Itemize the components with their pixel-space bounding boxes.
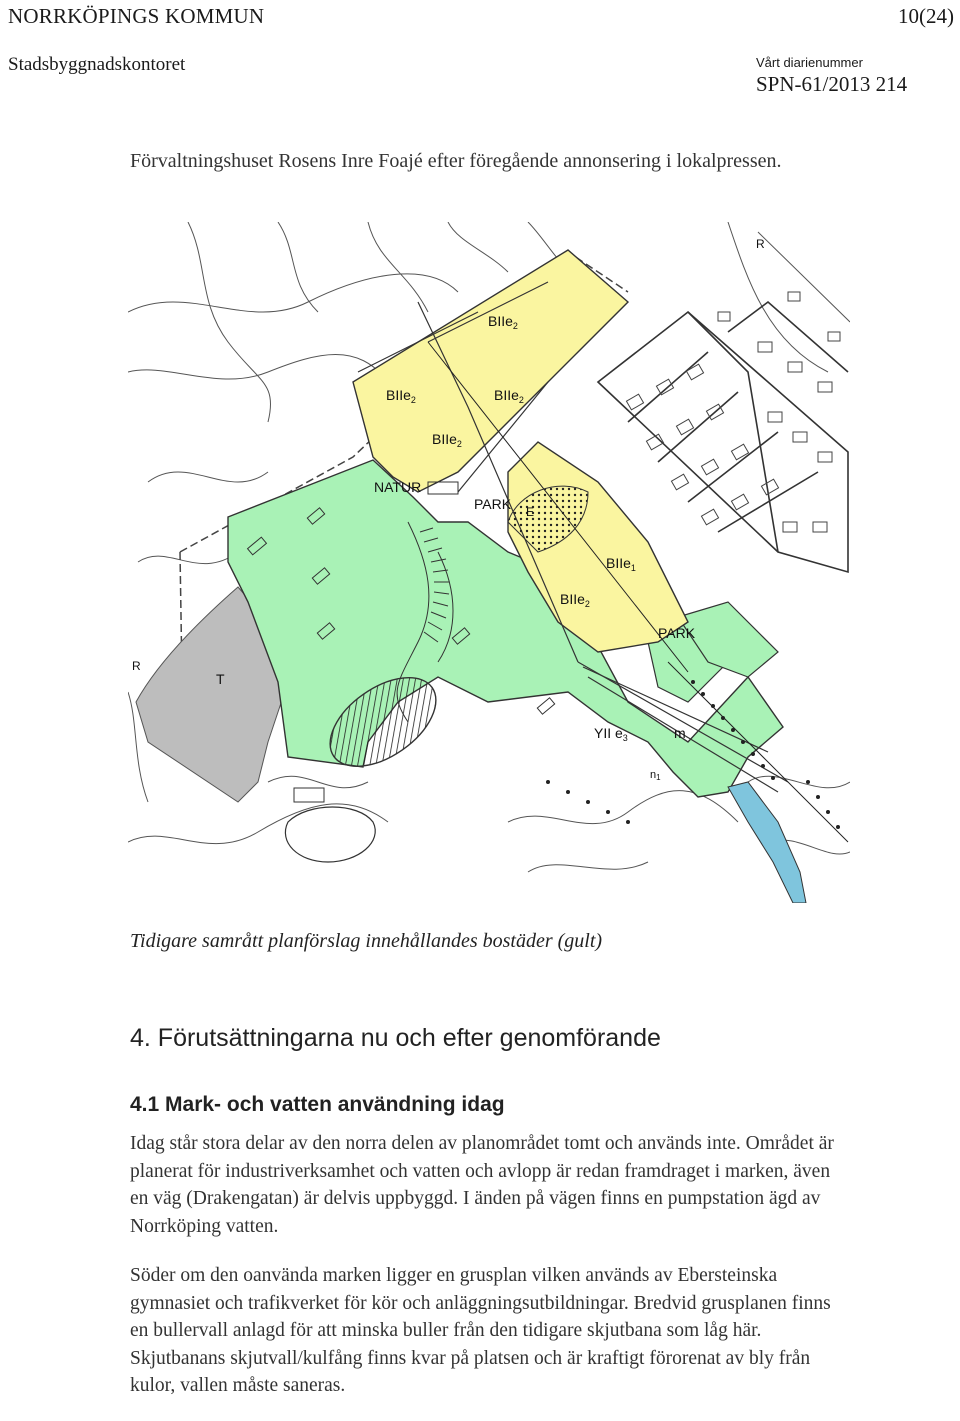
map-label-n: n1 xyxy=(650,769,661,782)
map-label-m: m xyxy=(674,725,686,741)
department-name: Stadsbyggnadskontoret xyxy=(8,54,186,75)
intro-text: Förvaltningshuset Rosens Inre Foajé efter föregående annonsering i lokalpressen. xyxy=(130,150,782,172)
map-label-t: T xyxy=(216,671,225,687)
section-heading: 4. Förutsättningarna nu och efter genomförande xyxy=(130,1024,661,1052)
subsection-heading: 4.1 Mark- och vatten användning idag xyxy=(130,1093,505,1116)
map-label-b2: BIIe$_2$ xyxy=(386,387,416,405)
diarienummer: SPN-61/2013 214 xyxy=(756,72,908,96)
map-label-b4: BIIe$_2$ xyxy=(432,431,462,449)
diarienummer-label: Vårt diarienummer xyxy=(756,55,863,70)
map-label-r-north: R xyxy=(756,237,765,251)
map-label-r-west: R xyxy=(132,659,141,673)
map-label-ymark: YII $e_3$ xyxy=(594,725,628,743)
map-label-e: E xyxy=(526,505,535,519)
map-label-b6: BIIe$_2$ xyxy=(560,591,590,609)
map-label-b1: BIIe$_2$ xyxy=(488,313,518,331)
map-label-b3: BIIe$_2$ xyxy=(494,387,524,405)
plan-map-drawing xyxy=(128,222,850,903)
map-caption: Tidigare samrått planförslag innehållandes bostäder (gult) xyxy=(130,930,603,952)
body-paragraph-2: Söder om den oanvända marken ligger en grusplan vilken används av Ebersteinska gymnasiet och trafikverket för kör och anläggningsutbildningar. Bredvid grusplanen finns en bullervall anlagd för att minska buller från den tidigare skjutbana som låg här. Skjutbanans skjutvall/kulfång finns kvar på platsen och är kraftigt förorenat av bly från kulor, vallen måste saneras. xyxy=(130,1265,831,1396)
body-paragraph-1: Idag står stora delar av den norra delen av planområdet tomt och används inte. Området är planerat för industriverksamhet och vatten och avlopp är redan framdraget i marken, även en väg (Drakengatan) är delvis uppbyggd. I änden på vägen finns en pumpstation ägd av Norrköping vatten. xyxy=(130,1133,834,1237)
map-label-park-1: PARK xyxy=(474,496,512,512)
page-number: 10(24) xyxy=(898,4,954,28)
map-label-b5: BIIe$_1$ xyxy=(606,555,636,573)
map-label-natur: NATUR xyxy=(374,479,422,495)
organization-name: NORRKÖPINGS KOMMUN xyxy=(8,4,265,28)
map-label-park-2: PARK xyxy=(658,625,696,641)
plan-map xyxy=(128,222,850,903)
